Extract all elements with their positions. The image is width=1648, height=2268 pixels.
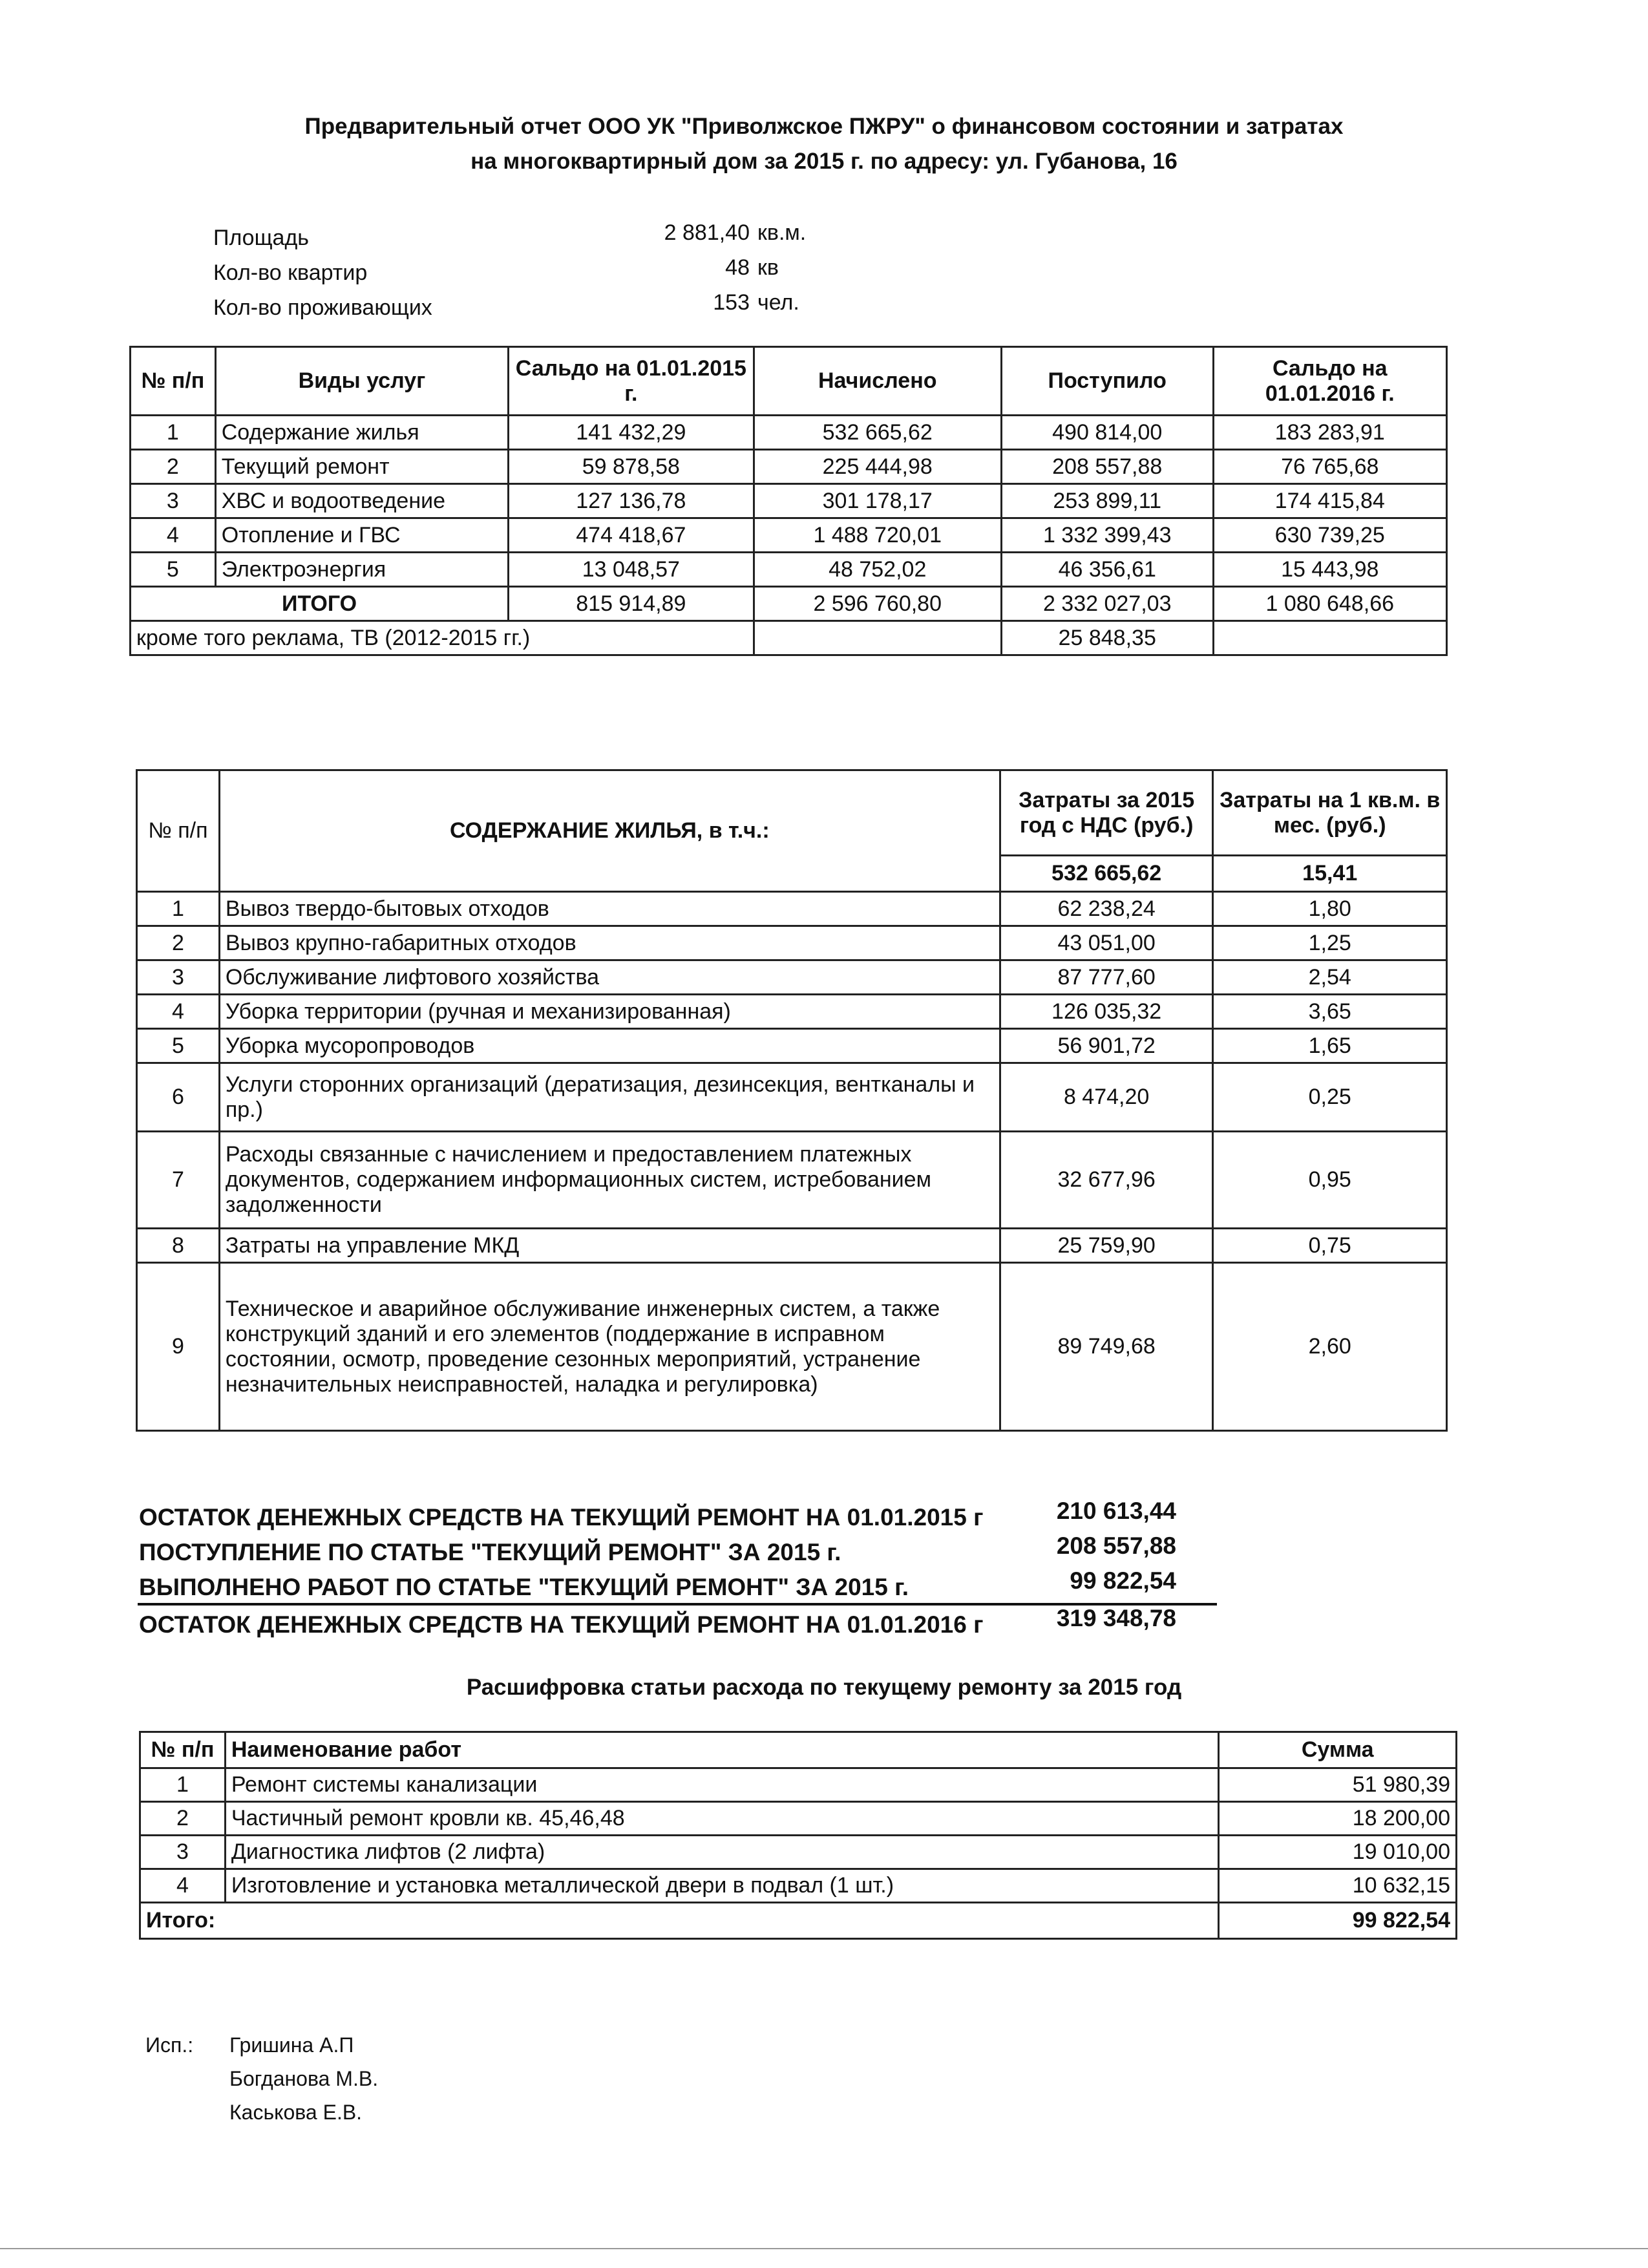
cell: Отопление и ГВС [215,518,508,553]
cell: Затраты на управление МКД [219,1229,1000,1263]
cell: 76 765,68 [1213,450,1446,484]
executor-name: Богданова М.В. [229,2067,379,2090]
cell: 2 [137,926,220,960]
cell: 8 474,20 [1000,1063,1213,1132]
cell: 174 415,84 [1213,484,1446,518]
summary-label-3: ВЫПОЛНЕНО РАБОТ ПО СТАТЬЕ "ТЕКУЩИЙ РЕМОНТ" ЗА 2015 г. [139,1574,909,1600]
table-row [137,1063,1447,1132]
summary-value-3: 99 822,54 [1070,1567,1176,1594]
table-row [131,416,1447,450]
table-row [137,1263,1447,1431]
cell: 3 [140,1836,226,1869]
info-area-label: Площадь [213,226,310,250]
cell: 2 [140,1802,226,1836]
cell: 59 878,58 [509,450,754,484]
summary-label-1: ОСТАТОК ДЕНЕЖНЫХ СРЕДСТВ НА ТЕКУЩИЙ РЕМОНТ НА 01.01.2015 г [139,1504,984,1531]
table-row [137,995,1447,1029]
cell: 89 749,68 [1000,1263,1213,1431]
cell: Техническое и аварийное обслуживание инженерных систем, а также конструкций зданий и его элементов (поддержание в исправном состоянии, осмотр, проведение сезонных мероприятий, устранение незначительных неисправностей, наладка и регулировка) [219,1263,1000,1431]
table-row [137,1029,1447,1063]
cell: Частичный ремонт кровли кв. 45,46,48 [225,1802,1219,1836]
cell: 0,25 [1213,1063,1447,1132]
page-edge-line [0,2248,1648,2249]
summary-label-4: ОСТАТОК ДЕНЕЖНЫХ СРЕДСТВ НА ТЕКУЩИЙ РЕМОНТ НА 01.01.2016 г [139,1611,984,1638]
cell: 4 [131,518,216,553]
extra-value: 25 848,35 [1001,621,1213,655]
table-row [140,1768,1457,1802]
cell: 127 136,78 [509,484,754,518]
cell: Текущий ремонт [215,450,508,484]
extra-label: кроме того реклама, ТВ (2012-2015 гг.) [131,621,754,655]
repair-table [139,1731,1457,1940]
info-flats-label: Кол-во квартир [213,260,368,285]
cell: 126 035,32 [1000,995,1213,1029]
info-residents-unit: чел. [757,290,799,315]
cell: ХВС и водоотведение [215,484,508,518]
cell: Расходы связанные с начислением и предоставлением платежных документов, содержанием информационных систем, истребованием задолженности [219,1132,1000,1229]
cell: Ремонт системы канализации [225,1768,1219,1802]
total-costs-2015: 532 665,62 [1000,856,1213,892]
table-row [140,1802,1457,1836]
cell: 18 200,00 [1219,1802,1457,1836]
summary-value-1: 210 613,44 [1056,1498,1176,1524]
col-header-maintenance: СОДЕРЖАНИЕ ЖИЛЬЯ, в т.ч.: [219,770,1000,892]
cell: 474 418,67 [509,518,754,553]
document-title-line1: Предварительный отчет ООО УК "Приволжское ПЖРУ" о финансовом состоянии и затратах [304,114,1344,139]
cell: 1 080 648,66 [1213,587,1446,621]
summary-value-2: 208 557,88 [1056,1532,1176,1559]
cell: 7 [137,1132,220,1229]
col-header-balance-2016: Сальдо на 01.01.2016 г. [1213,347,1446,416]
col-header-costs-2015: Затраты за 2015 год с НДС (руб.) [1000,770,1213,856]
cell: 1,65 [1213,1029,1447,1063]
cell: 2,60 [1213,1263,1447,1431]
cell: 5 [137,1029,220,1063]
cell: 10 632,15 [1219,1869,1457,1903]
info-area-unit: кв.м. [757,220,807,245]
cell: 1 488 720,01 [754,518,1001,553]
table-row [140,1869,1457,1903]
table-row [137,892,1447,926]
cell: 0,95 [1213,1132,1447,1229]
cell: 32 677,96 [1000,1132,1213,1229]
total-label: ИТОГО [131,587,509,621]
table-row [137,1132,1447,1229]
total-value: 99 822,54 [1219,1903,1457,1939]
col-header-balance-2015: Сальдо на 01.01.2015 г. [509,347,754,416]
table-total-row [131,587,1447,621]
cell: 2 596 760,80 [754,587,1001,621]
cell: 3,65 [1213,995,1447,1029]
cell: 51 980,39 [1219,1768,1457,1802]
cell: 43 051,00 [1000,926,1213,960]
table-row [131,553,1447,587]
col-header-num: № п/п [140,1732,226,1768]
cell: Вывоз крупно-габаритных отходов [219,926,1000,960]
cell: 2 [131,450,216,484]
cell: 2,54 [1213,960,1447,995]
cell: 48 752,02 [754,553,1001,587]
table-row [131,518,1447,553]
cell: 301 178,17 [754,484,1001,518]
col-header-num: № п/п [131,347,216,416]
maintenance-table [136,769,1448,1432]
summary-value-4: 319 348,78 [1056,1605,1176,1631]
cell: Электроэнергия [215,553,508,587]
table-header-row [137,770,1447,856]
table-row [137,926,1447,960]
repair-section-title: Расшифровка статьи расхода по текущему ремонту за 2015 год [466,1675,1182,1700]
executor-name: Гришина А.П [229,2033,354,2057]
cell: 5 [131,553,216,587]
cell: 1,80 [1213,892,1447,926]
col-header-received: Поступило [1001,347,1213,416]
cell: 3 [131,484,216,518]
total-label: Итого: [140,1903,1219,1939]
table-row [137,1229,1447,1263]
services-table [129,346,1448,656]
cell: Обслуживание лифтового хозяйства [219,960,1000,995]
cell: 4 [137,995,220,1029]
cell: 2 332 027,03 [1001,587,1213,621]
cell: 532 665,62 [754,416,1001,450]
cell: 1 [137,892,220,926]
cell: 815 914,89 [509,587,754,621]
cell: 19 010,00 [1219,1836,1457,1869]
table-row [131,450,1447,484]
table-row [137,960,1447,995]
table-row [140,1836,1457,1869]
cell: Диагностика лифтов (2 лифта) [225,1836,1219,1869]
col-header-costs-per-sqm: Затраты на 1 кв.м. в мес. (руб.) [1213,770,1447,856]
info-flats-value: 48 [725,255,750,280]
cell: Вывоз твердо-бытовых отходов [219,892,1000,926]
cell: 1 [131,416,216,450]
table-extra-row [131,621,1447,655]
table-header-row [131,347,1447,416]
executor-name: Каськова Е.В. [229,2101,363,2124]
info-residents-label: Кол-во проживающих [213,295,432,320]
cell: 1,25 [1213,926,1447,960]
executors-label: Исп.: [145,2033,194,2057]
document-title-line2: на многоквартирный дом за 2015 г. по адресу: ул. Губанова, 16 [470,149,1178,174]
cell: Уборка территории (ручная и механизированная) [219,995,1000,1029]
cell: 253 899,11 [1001,484,1213,518]
table-row [131,484,1447,518]
cell: Изготовление и установка металлической двери в подвал (1 шт.) [225,1869,1219,1903]
cell: 208 557,88 [1001,450,1213,484]
cell: 1 [140,1768,226,1802]
info-area-value: 2 881,40 [664,220,750,245]
cell: 8 [137,1229,220,1263]
cell [1213,621,1446,655]
table-total-row [140,1903,1457,1939]
col-header-sum: Сумма [1219,1732,1457,1768]
cell: 9 [137,1263,220,1431]
cell: 13 048,57 [509,553,754,587]
total-costs-per-sqm: 15,41 [1213,856,1447,892]
cell: 0,75 [1213,1229,1447,1263]
cell: 1 332 399,43 [1001,518,1213,553]
cell: Уборка мусоропроводов [219,1029,1000,1063]
cell: Содержание жилья [215,416,508,450]
summary-label-2: ПОСТУПЛЕНИЕ ПО СТАТЬЕ "ТЕКУЩИЙ РЕМОНТ" ЗА 2015 г. [139,1539,841,1565]
cell: 630 739,25 [1213,518,1446,553]
table-header-row [140,1732,1457,1768]
cell: 62 238,24 [1000,892,1213,926]
cell: 46 356,61 [1001,553,1213,587]
col-header-service: Виды услуг [215,347,508,416]
cell: 490 814,00 [1001,416,1213,450]
cell: 4 [140,1869,226,1903]
cell: 6 [137,1063,220,1132]
info-flats-unit: кв [757,255,779,280]
cell: 3 [137,960,220,995]
cell [754,621,1001,655]
cell: 56 901,72 [1000,1029,1213,1063]
cell: 141 432,29 [509,416,754,450]
col-header-work-name: Наименование работ [225,1732,1219,1768]
info-residents-value: 153 [713,290,750,315]
cell: Услуги сторонних организаций (дератизация, дезинсекция, вентканалы и пр.) [219,1063,1000,1132]
cell: 15 443,98 [1213,553,1446,587]
cell: 225 444,98 [754,450,1001,484]
cell: 87 777,60 [1000,960,1213,995]
col-header-num: № п/п [137,770,220,892]
cell: 25 759,90 [1000,1229,1213,1263]
cell: 183 283,91 [1213,416,1446,450]
col-header-charged: Начислено [754,347,1001,416]
